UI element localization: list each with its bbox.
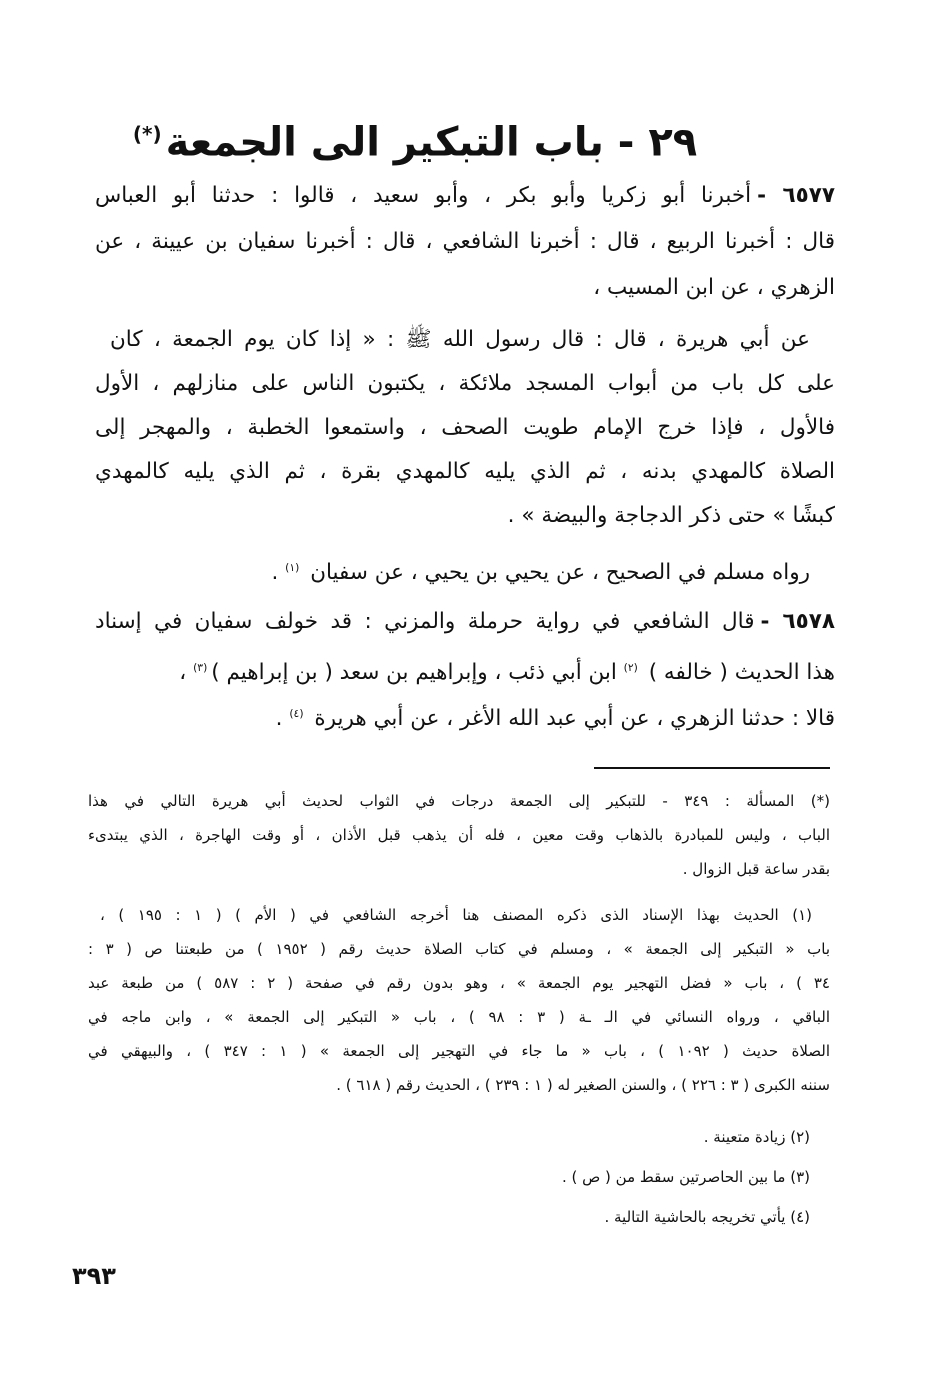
hadith-6577-line-3: الزهري ، عن ابن المسيب ، — [593, 275, 835, 300]
page-number: ٣٩٣ — [72, 1262, 116, 1290]
footnote-1-line-1: (١) الحديث بهذا الإسناد الذى ذكره المصنف هنا أخرجه الشافعي في ( الأم ) ( ١ : ١٩٥ ) ، — [100, 906, 813, 924]
footnote-ref-2: (٢) — [623, 661, 638, 674]
footnote-star-line-1: (*) المسألة : ٣٤٩ - للتبكير إلى الجمعة درجات في الثواب لحديث أبي هريرة التالي في هذا — [88, 792, 830, 810]
chapter-title-text: ٢٩ - باب التبكير الى الجمعة — [165, 119, 698, 166]
footnote-1-line-2: باب « التبكير إلى الجمعة » ، ومسلم في كتاب الصلاة حديث رقم ( ١٩٥٢ ) من طبعتنا ص ( ٣ : — [88, 940, 830, 958]
footnote-4: (٤) يأتي تخريجه بالحاشية التالية . — [604, 1208, 810, 1226]
narration-text: رواه مسلم في الصحيح ، عن يحيي بن يحيي ، عن سفيان — [310, 560, 810, 586]
hadith-6578-line-2 — [95, 648, 835, 693]
hadith-6578-line-2-end: ، — [179, 660, 187, 686]
footnote-1-line-3: ٣٤ ) ، باب « فضل التهجير يوم الجمعة » ، وهو بدون رقم في صفحة ( ٢ : ٥٨٧ ) من طبعة عبد — [88, 974, 830, 992]
chapter-title — [120, 102, 710, 166]
footnote-ref-1: (١) — [285, 561, 300, 574]
hadith-matn-line-5: كبشًا » حتى ذكر الدجاجة والبيضة » . — [507, 503, 835, 528]
hadith-number-6578: ٦٥٧٨ - — [760, 609, 835, 634]
footnote-1-line-5: الصلاة حديث ( ١٠٩٢ ) ، باب « ما جاء في التهجير إلى الجمعة » ( ١ : ٣٤٧ ) ، والبيهقي في — [88, 1042, 831, 1060]
footnote-1-line-6: سننه الكبرى ( ٣ : ٢٢٦ ) ، والسنن الصغير له ( ١ : ٢٣٩ ) ، الحديث رقم ( ٦١٨ ) . — [336, 1076, 830, 1094]
footnote-separator — [594, 767, 830, 769]
footnote-ref-4: (٤) — [289, 707, 304, 720]
hadith-6578-line-3 — [95, 694, 835, 739]
footnote-2: (٢) زيادة متعينة . — [703, 1128, 810, 1146]
hadith-matn-line-4: الصلاة كالمهدي بدنه ، ثم الذي يليه كالمهدي بقرة ، ثم الذي يليه كالمهدي — [95, 459, 835, 484]
hadith-6578-text-2a: هذا الحديث ( خالفه ) — [648, 660, 835, 686]
hadith-6578-text-3: قالا : حدثنا الزهري ، عن أبي عبد الله الأغر ، عن أبي هريرة — [314, 706, 835, 732]
footnote-3: (٣) ما بين الحاصرتين سقط من ( ص ) . — [562, 1168, 810, 1186]
hadith-matn-line-2: على كل باب من أبواب المسجد ملائكة ، يكتبون الناس على منازلهم ، الأول — [95, 371, 835, 396]
hadith-matn-line-1: عن أبي هريرة ، قال : قال رسول الله ﷺ : « إذا كان يوم الجمعة ، كان — [110, 327, 810, 352]
hadith-6578-line-1 — [95, 602, 835, 642]
footnote-1-line-4: الباقي ، ورواه النسائي في الـ ـة ( ٣ : ٩٨ ) ، باب « التبكير إلى الجمعة » ، وابن ماجه في — [88, 1008, 830, 1026]
hadith-6577-line-2: قال : أخبرنا الربيع ، قال : أخبرنا الشافعي ، قال : أخبرنا سفيان بن عيينة ، عن — [95, 229, 835, 254]
footnote-ref-3: (٣) — [193, 661, 208, 674]
footnote-star-line-2: الباب ، وليس للمبادرة بالذهاب وقت معين ، فله أن يذهب قبل الأذان ، أو وقت الهاجرة ، الذي يبتدىء — [88, 826, 830, 844]
hadith-6578-line-3-end: . — [275, 706, 283, 732]
hadith-6578-text-1: قال الشافعي في رواية حرملة والمزني : قد خولف سفيان في إسناد — [95, 609, 755, 634]
hadith-matn-line-3: فالأول ، فإذا خرج الإمام طويت الصحف ، واستمعوا الخطبة ، والمهجر إلى — [95, 415, 835, 440]
hadith-number: ٦٥٧٧ - — [757, 183, 835, 208]
hadith-text: أخبرنا أبو زكريا وأبو بكر ، وأبو سعيد ، قالوا : حدثنا أبو العباس — [95, 183, 752, 208]
footnote-star-line-3: بقدر ساعة قبل الزوال . — [682, 860, 830, 878]
hadith-6578-text-2b: ابن أبي ذئب ، وإبراهيم بن سعد ( بن إبراهيم ) — [211, 660, 617, 686]
narration-end: . — [271, 560, 279, 586]
chapter-footnote-marker: (*) — [132, 122, 162, 146]
narration-line — [110, 548, 810, 593]
hadith-6577-line-1 — [95, 176, 835, 216]
